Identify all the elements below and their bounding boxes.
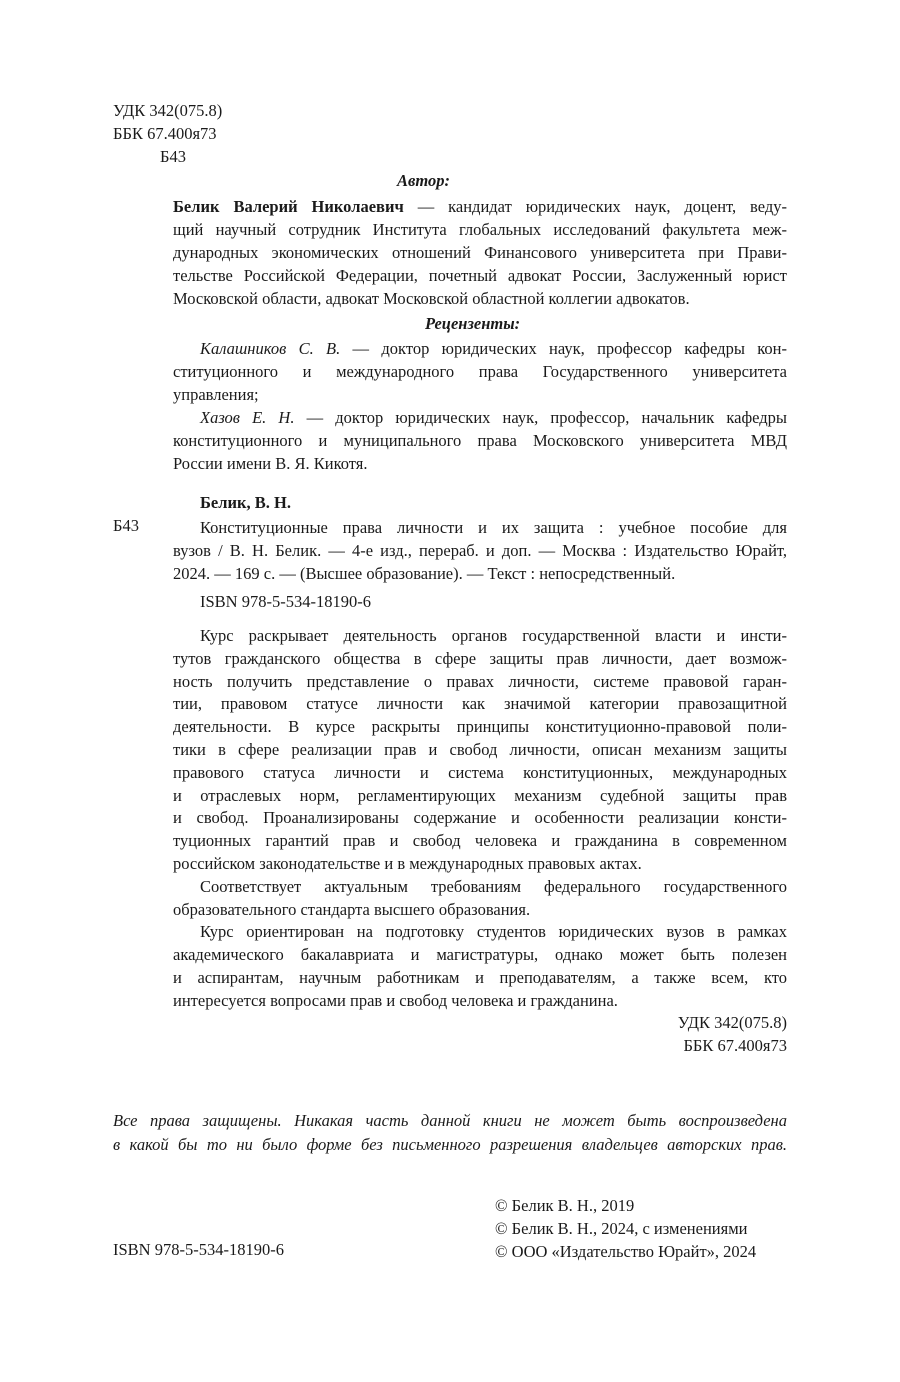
author-name: Белик Валерий Николаевич (173, 197, 404, 216)
bib-isbn: ISBN 978-5-534-18190-6 (200, 592, 371, 611)
copyright-line: © Белик В. Н., 2024, с изменениями (495, 1219, 748, 1238)
copyright-line: © ООО «Издательство Юрайт», 2024 (495, 1242, 757, 1261)
reviewers-heading: Рецензенты: (425, 314, 521, 333)
bbk-code-bottom: ББК 67.400я73 (683, 1036, 787, 1055)
bbk-code-top: ББК 67.400я73 (113, 124, 217, 143)
author-paragraph: Белик Валерий Николаевич — кандидат юридических наук, доцент, веду- щий научный сотрудник Института глобальных исследований факультета меж- дународных экономических отношений Финансового университета при Прави- тельстве Российской Федерации, почетный адвокат России, Заслуженный юрист Московской области, адвокат Московской областной коллегии адвокатов. (173, 197, 787, 308)
reviewer2-name: Хазов Е. Н. (200, 408, 295, 427)
rights-notice: Все права защищены. Никакая часть данной книги не может быть воспроизведена в какой бы то ни было форме без письменного разрешения владельцев авторских прав. (113, 1111, 787, 1154)
bib-index: Б43 (113, 516, 139, 535)
copyright-block (495, 1194, 756, 1263)
author-heading: Автор: (397, 171, 450, 190)
reviewers-paragraph: Калашников С. В. — доктор юридических наук, профессор кафедры кон- ституционного и международного права Государственного университета управления; Хазов Е. Н. — доктор юридических наук, профессор, начальник кафедры конституционного и муниципального права Московского университета МВД России имени В. Я. Кикотя. (173, 339, 787, 473)
udk-code-top: УДК 342(075.8) (113, 101, 223, 120)
copyright-line: © Белик В. Н., 2019 (495, 1196, 635, 1215)
bib-author: Белик, В. Н. (200, 493, 291, 512)
reviewer1-name: Калашников С. В. (200, 339, 341, 358)
bib-description: Конституционные права личности и их защита : учебное пособие для вузов / В. Н. Белик. — 4-е изд., перераб. и доп. — Москва : Издательство Юрайт, 2024. — 169 с. — (Высшее образование). — Текст : непосредственный. (173, 518, 787, 583)
isbn-bottom: ISBN 978-5-534-18190-6 (113, 1240, 284, 1259)
index-code-top: Б43 (160, 147, 186, 166)
udk-code-bottom: УДК 342(075.8) (677, 1013, 787, 1032)
annotation: Курс раскрывает деятельность органов государственной власти и инсти- тутов гражданского общества в сфере защиты прав личности, дает возмож- ность получить представление о правах личности, системе правовой гаран- тии, правовом статусе личности как значимой категории правозащитной деятельности. В курсе раскрыты принципы конституционно-правовой поли- тики в сфере реализации прав и свобод личности, описан механизм защиты правового статуса личности и система конституционных, международных и отраслевых норм, регламентирующих механизм судебной защиты прав и свобод. Проанализированы содержание и особенности реализации консти- туционных гарантий прав и свобод человека и гражданина в современном российском законодательстве и в международных правовых актах. Соответствует актуальным требованиям федерального государственного образовательного стандарта высшего образования. Курс ориентирован на подготовку студентов юридических вузов в рамках академического бакалавриата и магистратуры, однако может быть полезен и аспирантам, научным работникам и преподавателям, а также всем, кто интересуется вопросами прав и свобод человека и гражданина. (173, 626, 787, 1010)
